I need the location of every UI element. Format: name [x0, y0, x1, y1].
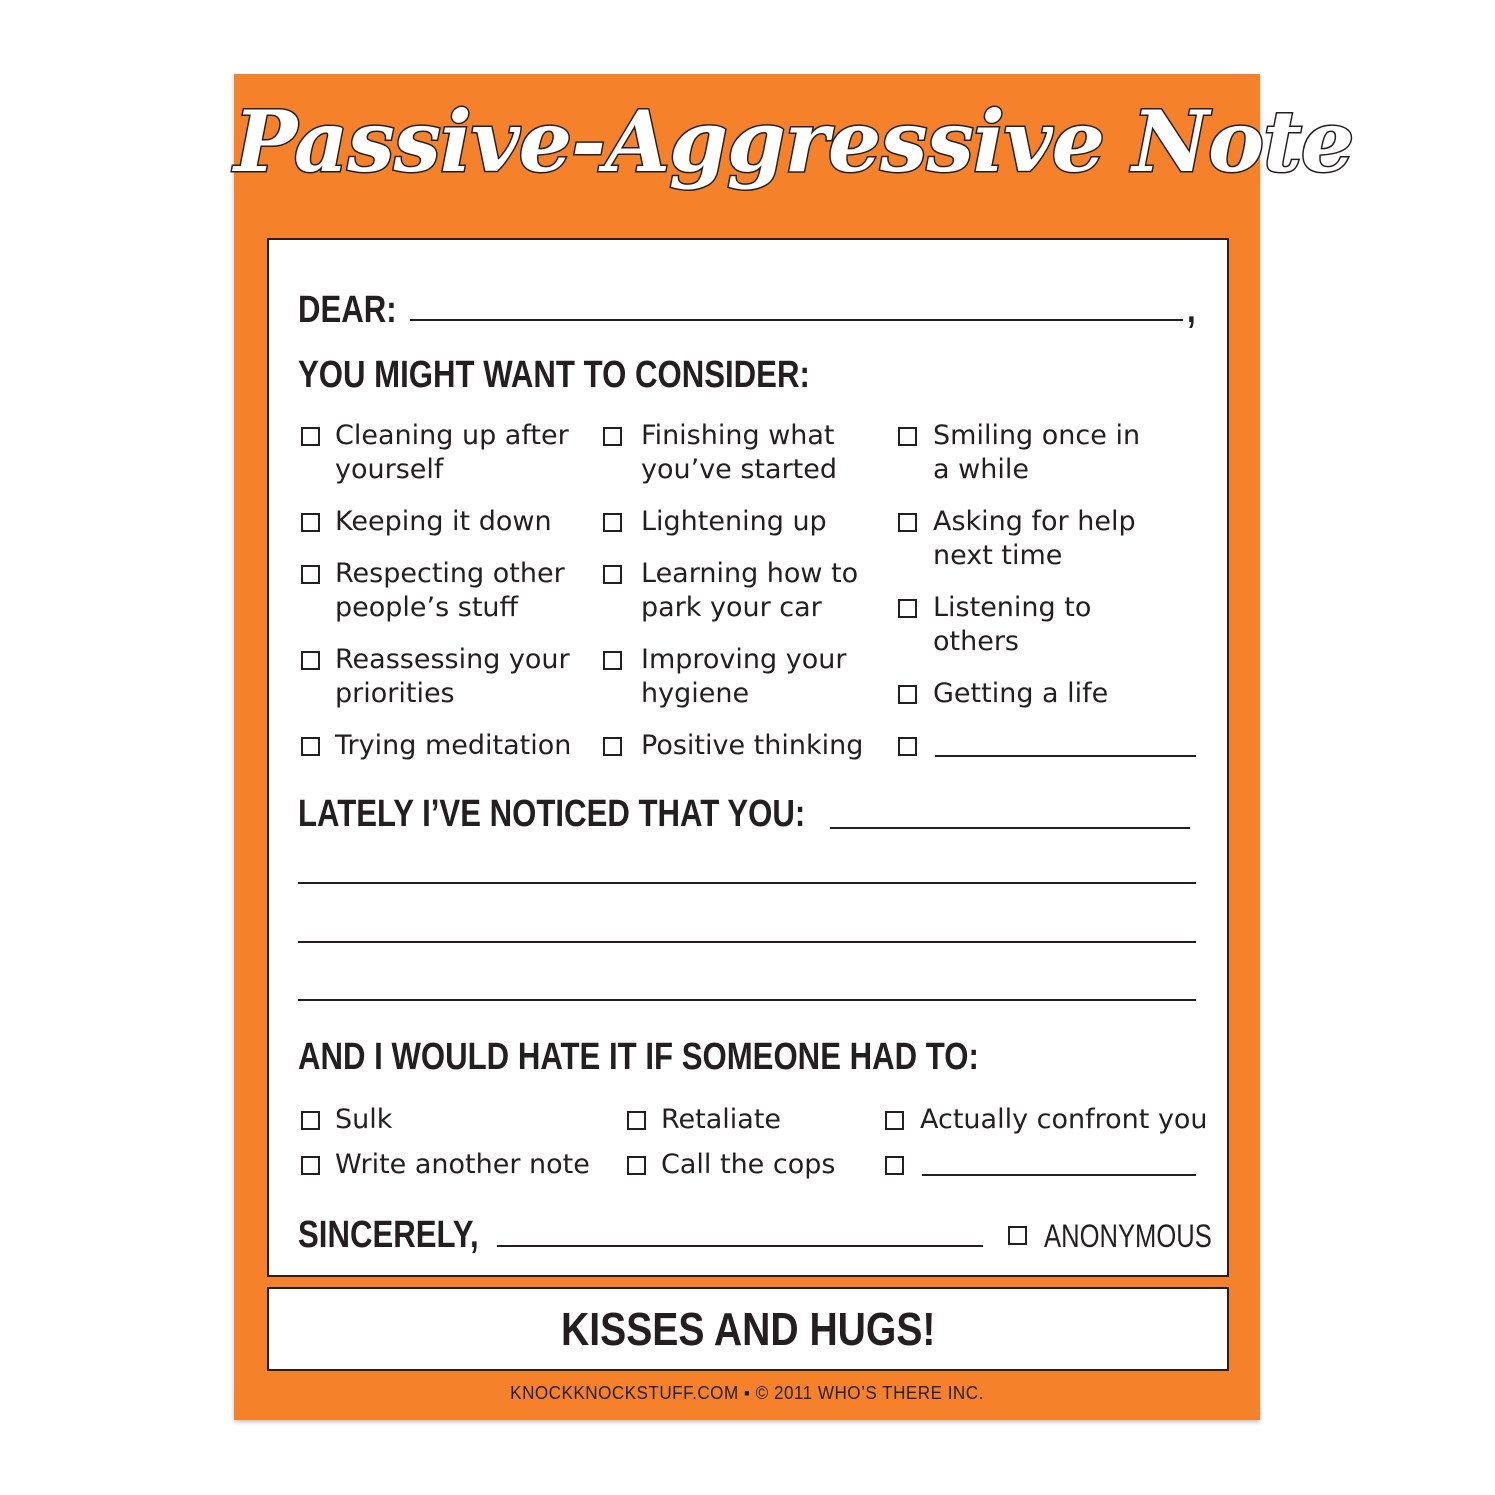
checkbox[interactable] [627, 1156, 646, 1175]
option-label: Getting a life [933, 678, 1109, 709]
noticed-field[interactable] [830, 827, 1190, 829]
checkbox[interactable] [301, 427, 320, 446]
checkbox[interactable] [301, 565, 320, 584]
option-label: Lightening up [641, 506, 827, 537]
dear-comma: , [1187, 289, 1196, 331]
option-label: Finishing what you’ve started [641, 420, 838, 485]
checkbox[interactable] [301, 513, 320, 532]
option-label: Improving your hygiene [641, 644, 847, 709]
consider-heading: YOU MIGHT WANT TO CONSIDER: [298, 354, 810, 396]
option-label: Call the cops [661, 1149, 836, 1180]
other-option-field[interactable] [935, 755, 1196, 757]
checkbox[interactable] [603, 565, 622, 584]
option-label: Learning how to park your car [641, 558, 859, 623]
dear-label: DEAR: [298, 289, 397, 331]
checkbox[interactable] [898, 427, 917, 446]
option-label: Respecting other people’s stuff [335, 558, 565, 623]
signature-field[interactable] [497, 1245, 983, 1247]
option-label: Smiling once in a while [933, 420, 1141, 485]
footer-credit: KNOCKKNOCKSTUFF.COM ▪ © 2011 WHO’S THERE INC. [510, 1383, 984, 1403]
noticed-field-line[interactable] [298, 941, 1196, 943]
checkbox[interactable] [301, 651, 320, 670]
option-label: Write another note [335, 1149, 590, 1180]
option-label: Reassessing your priorities [335, 644, 570, 709]
checkbox[interactable] [627, 1111, 646, 1130]
checkbox[interactable] [898, 685, 917, 704]
anonymous-label: ANONYMOUS [1044, 1218, 1212, 1254]
other-option-field[interactable] [922, 1174, 1196, 1176]
noticed-heading: LATELY I’VE NOTICED THAT YOU: [298, 793, 806, 835]
checkbox[interactable] [603, 737, 622, 756]
option-label: Actually confront you [920, 1104, 1208, 1135]
checkbox[interactable] [301, 1111, 320, 1130]
option-label: Keeping it down [335, 506, 552, 537]
note-title: Passive-Aggressive Note [234, 92, 1354, 191]
option-label: Listening to others [933, 592, 1092, 657]
checkbox[interactable] [603, 651, 622, 670]
checkbox[interactable] [603, 427, 622, 446]
checkbox[interactable] [603, 513, 622, 532]
option-label: Cleaning up after yourself [335, 420, 569, 485]
checkbox[interactable] [885, 1156, 904, 1175]
option-label: Retaliate [661, 1104, 782, 1135]
checkbox[interactable] [898, 513, 917, 532]
checkbox[interactable] [898, 737, 917, 756]
closing-box [267, 1287, 1229, 1371]
sincerely-label: SINCERELY, [298, 1214, 479, 1256]
option-label: Sulk [335, 1104, 393, 1135]
option-label: Asking for help next time [933, 506, 1136, 571]
noticed-field-line[interactable] [298, 999, 1196, 1001]
checkbox[interactable] [898, 599, 917, 618]
anonymous-checkbox[interactable] [1008, 1226, 1027, 1245]
checkbox[interactable] [301, 737, 320, 756]
closing-text: KISSES AND HUGS! [560, 1303, 936, 1355]
option-label: Positive thinking [641, 730, 864, 761]
checkbox[interactable] [301, 1156, 320, 1175]
noticed-field-line[interactable] [298, 882, 1196, 884]
dear-field[interactable] [410, 319, 1183, 321]
option-label: Trying meditation [335, 730, 572, 761]
hate-heading: AND I WOULD HATE IT IF SOMEONE HAD TO: [298, 1036, 979, 1078]
checkbox[interactable] [885, 1111, 904, 1130]
